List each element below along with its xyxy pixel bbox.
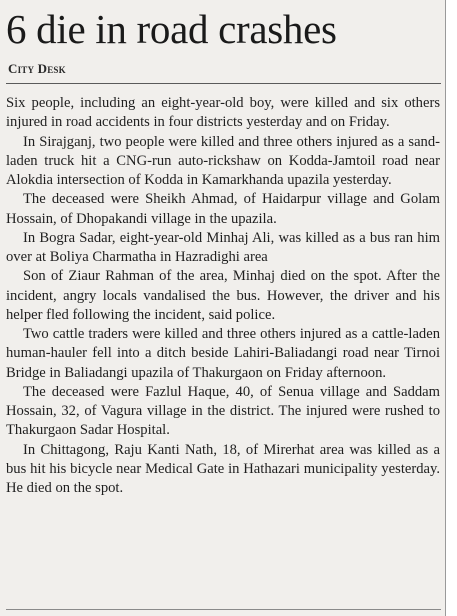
paragraph-bogra: In Bogra Sadar, eight-year-old Minhaj Ali, was killed as a bus ran him over at Boliya Charmatha in Hazradighi area (6, 229, 440, 265)
bottom-divider (6, 609, 441, 610)
paragraph-bogra-aftermath: Son of Ziaur Rahman of the area, Minhaj died on the spot. After the incident, angry locals vandalised the bus. However, the driver and his helper fled following the incident, said police. (6, 268, 440, 323)
byline: City Desk (8, 61, 66, 76)
paragraph-chittagong: In Chittagong, Raju Kanti Nath, 18, of Mirerhat area was killed as a bus hit his bicycle near Medical Gate in Hathazari municipality yesterday. He died on the spot. (6, 441, 440, 496)
paragraph-sirajganj-deceased: The deceased were Sheikh Ahmad, of Haidarpur village and Golam Hossain, of Dhopakandi village in the upazila. (6, 191, 440, 227)
paragraph-thakurgaon: Two cattle traders were killed and three others injured as a cattle-laden human-hauler fell into a ditch beside Lahiri-Baliadangi road near Tirnoi Bridge in Baliadangi upazila of Thakurgaon on Friday afternoon. (6, 326, 440, 381)
paragraph-sirajganj: In Sirajganj, two people were killed and three others injured as a sand-laden truck hit a CNG-run auto-rickshaw on Kodda-Jamtoil road near Alokdia intersection of Kodda in Kamarkhanda upazila yesterday. (6, 133, 440, 188)
headline: 6 die in road crashes (6, 6, 337, 52)
paragraph-thakurgaon-deceased: The deceased were Fazlul Haque, 40, of Senua village and Saddam Hossain, 32, of Vagura village in the district. The injured were rushed to Thakurgaon Sadar Hospital. (6, 383, 440, 439)
paragraph-lede: Six people, including an eight-year-old boy, were killed and six others injured in road accidents in four districts yesterday and on Friday. (6, 95, 440, 131)
header-divider (6, 83, 441, 84)
article-body (6, 94, 440, 498)
